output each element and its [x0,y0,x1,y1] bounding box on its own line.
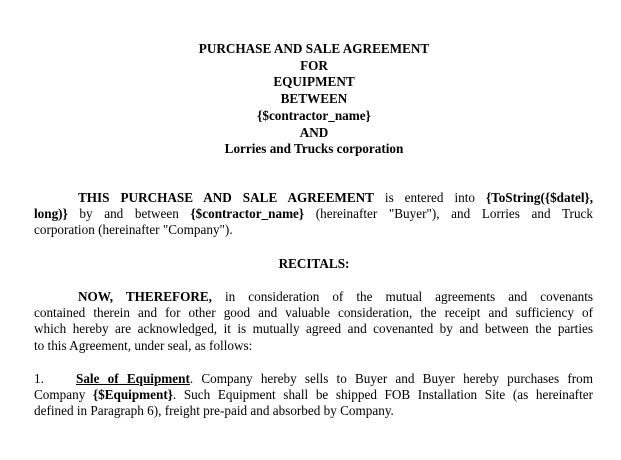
section-text-1: . Company hereby sells to Buyer and Buyer hereby purchases from [189,371,593,386]
now-line-2: contained therein and for other good and valuable consideration, the receipt and sufficiency of [34,305,593,321]
intro-line-3: corporation (hereinafter "Company"). [34,222,233,238]
title-line-6: AND [299,124,329,140]
intro-line-1 [34,190,593,206]
section-heading: Sale of Equipment [76,371,190,386]
now-text-1: in consideration of the mutual agreements and covenants [211,289,594,304]
date-field-part-2: long)} [34,206,68,222]
section-1-line-3: defined in Paragraph 6), freight pre-paid and absorbed by Company. [34,403,394,419]
title-line-7: Lorries and Trucks corporation [224,141,404,157]
now-therefore-lead: NOW, THEREFORE, [78,289,212,304]
contractor-name-field: {$contractor_name} [190,206,305,222]
title-line-1: PURCHASE AND SALE AGREEMENT [198,41,430,56]
intro-line-2 [34,206,593,222]
intro-text-3: (hereinafter "Buyer"), and Lorries and Truck [304,206,593,222]
intro-lead: THIS PURCHASE AND SALE AGREEMENT [78,190,374,205]
section-number: 1. [34,371,44,386]
now-line-1 [34,289,593,305]
date-field-part-1: {ToString({$datel}, [485,190,593,205]
intro-text-2: by and between [67,206,191,222]
section-1-line-1 [34,371,593,387]
now-line-3: which hereby are acknowledged, it is mutually agreed and covenanted by and between the parties [34,321,593,337]
title-line-2: FOR [300,57,328,73]
section-text-2b: . Such Equipment shall be shipped FOB Installation Site (as hereinafter [172,387,593,403]
title-line-5: {$contractor_name} [257,107,371,123]
section-1-paragraph [34,371,593,420]
now-therefore-paragraph [34,289,593,354]
section-1-line-2 [34,387,593,403]
title-line-4: BETWEEN [280,91,348,107]
equipment-field: {$Equipment} [92,387,173,403]
intro-text-1: is entered into [373,190,486,205]
now-line-4: to this Agreement, under seal, as follows: [34,337,253,353]
title-line-3: EQUIPMENT [273,74,355,90]
recitals-heading: RECITALS: [278,256,350,271]
intro-paragraph [34,190,593,239]
section-text-2a: Company [34,387,93,403]
agreement-title [0,41,621,158]
